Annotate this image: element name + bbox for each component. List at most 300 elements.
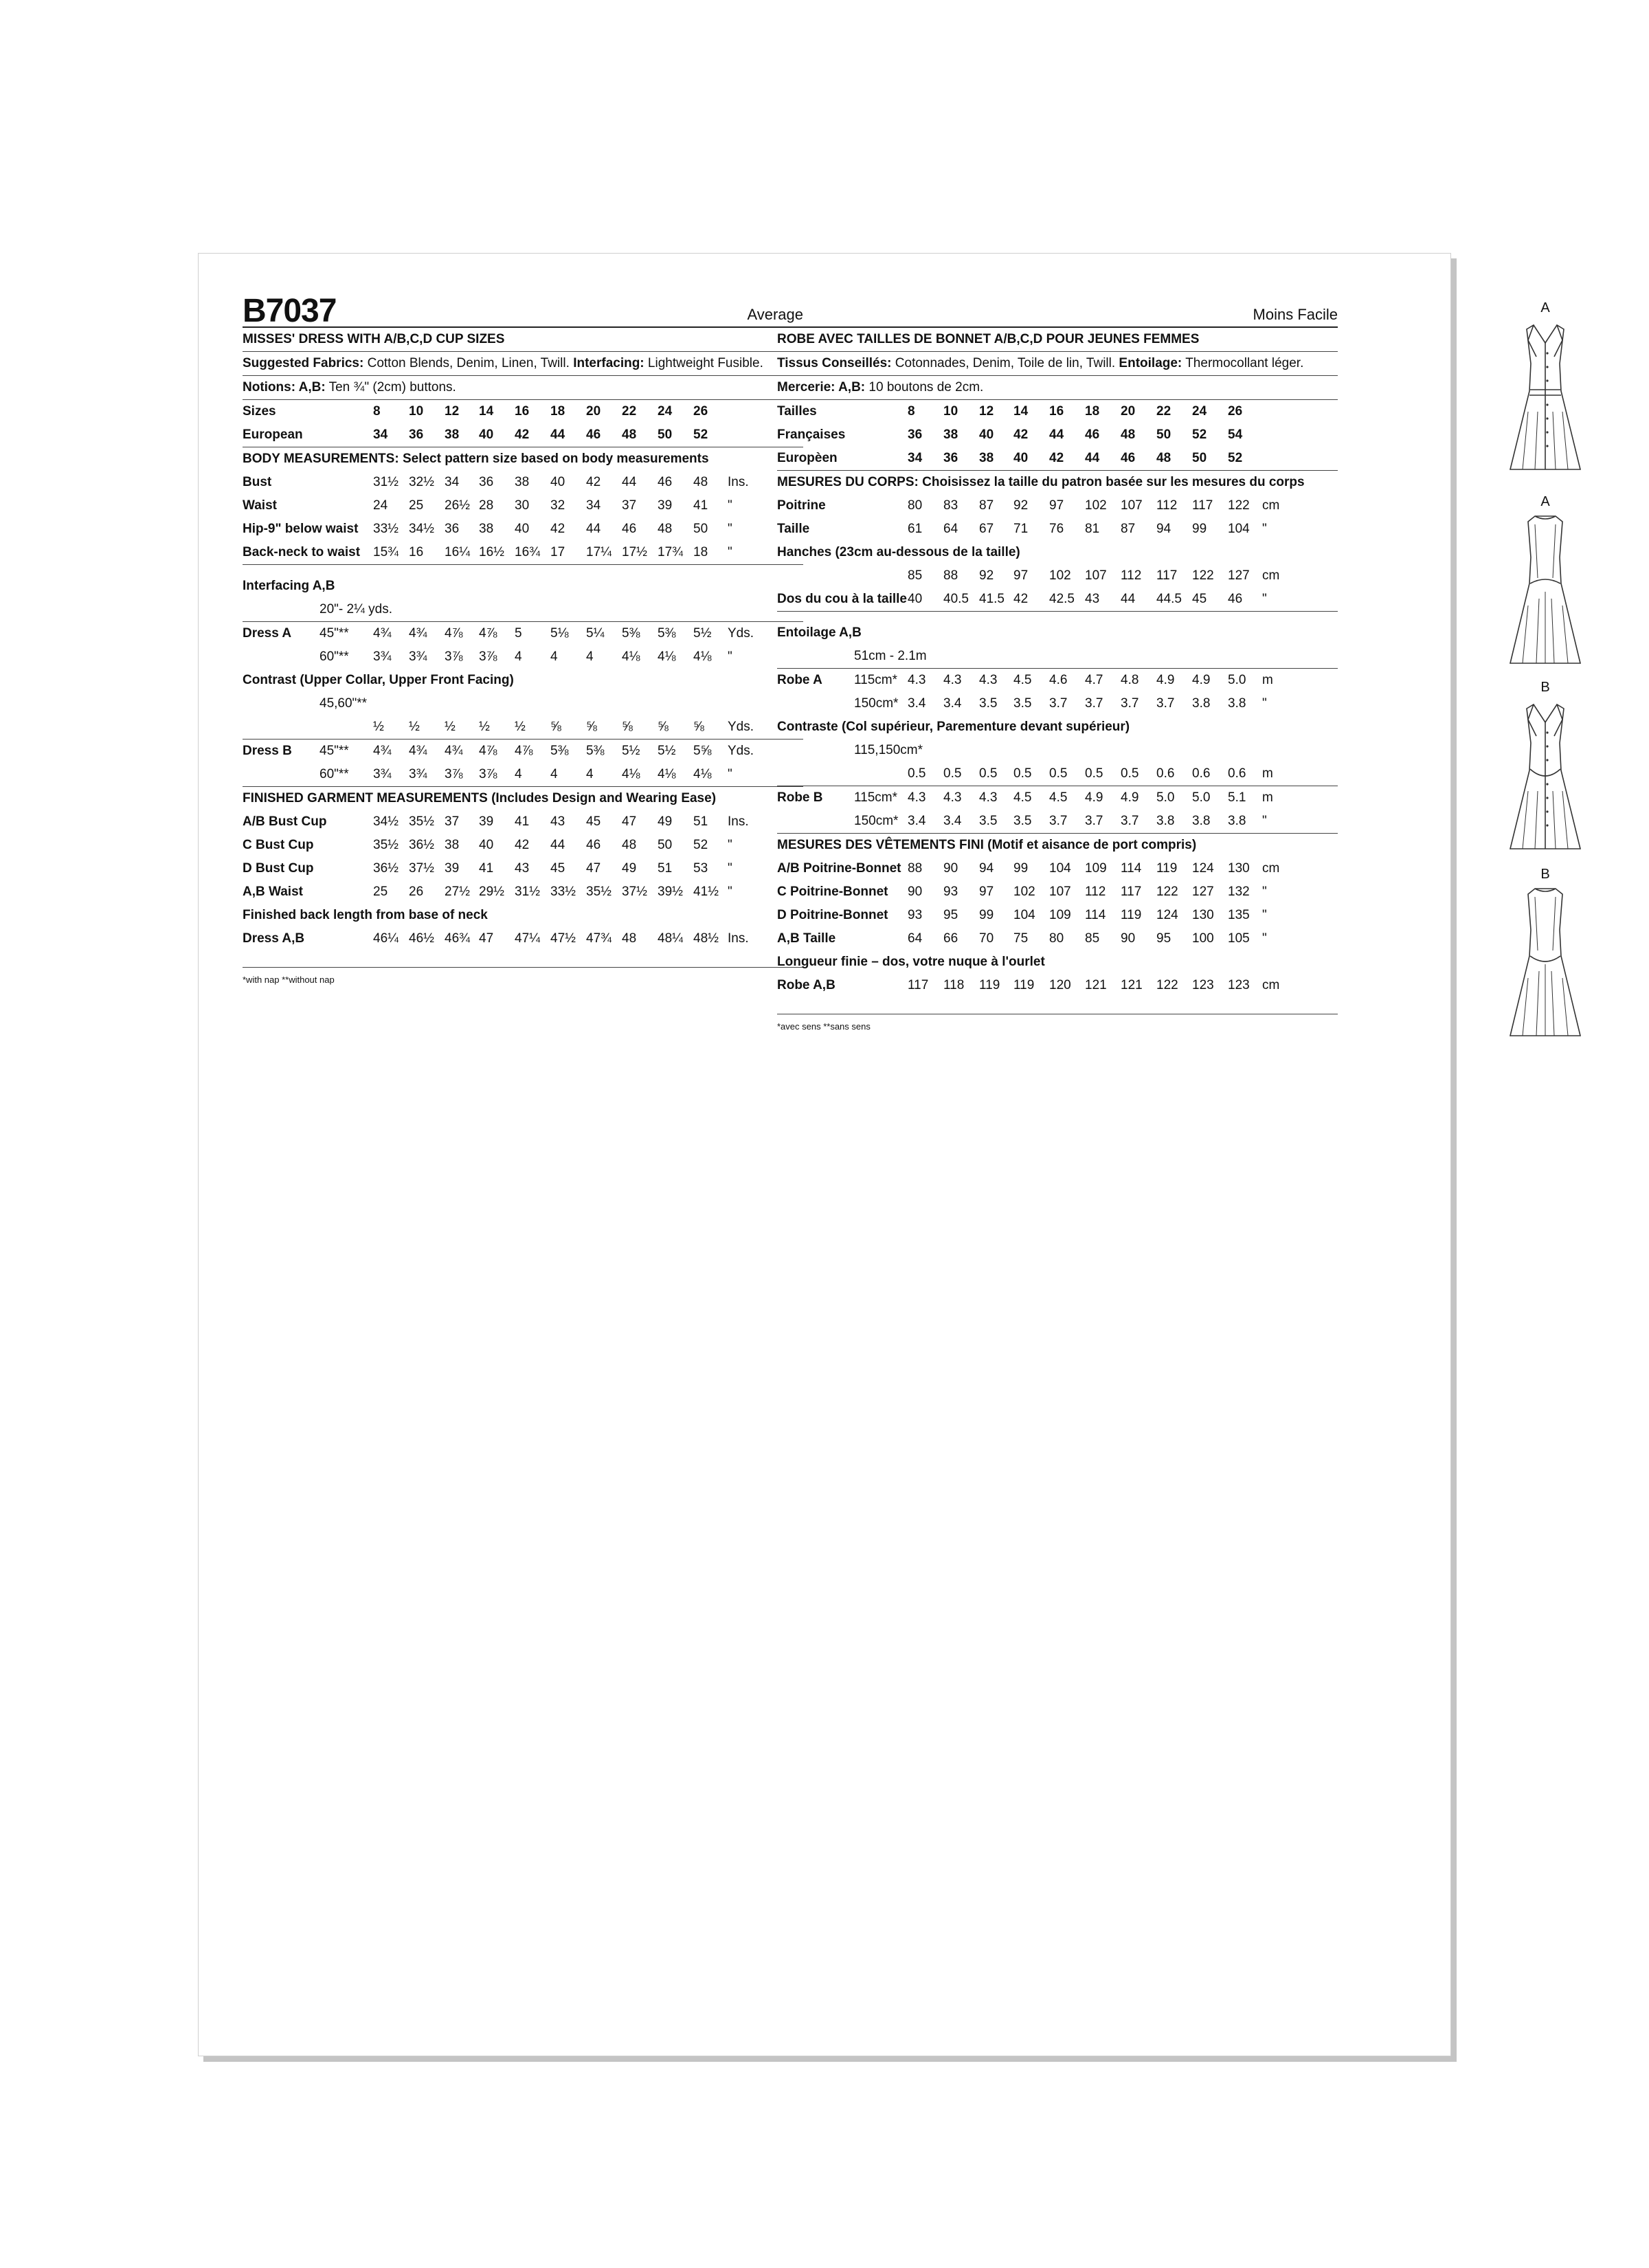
table-cell: 34½: [409, 522, 434, 536]
table-cell: 4¾: [409, 744, 427, 758]
table-cell: 41: [515, 814, 530, 829]
row-label: Waist: [243, 498, 277, 513]
table-row: [777, 447, 1338, 471]
table-cell: 30: [515, 498, 530, 513]
table-cell: ⅝: [622, 720, 633, 734]
table-cell: 52: [1228, 451, 1243, 465]
interfacing-label-fr: Entoilage:: [1119, 356, 1182, 370]
table-cell: 93: [943, 885, 958, 899]
table-cell: 3.7: [1121, 696, 1139, 711]
table-cell: 3.4: [943, 696, 962, 711]
table-cell: 8: [908, 404, 915, 419]
table-cell: 102: [1085, 498, 1107, 513]
table-cell: 37: [622, 498, 637, 513]
table-cell: 0.5: [1013, 766, 1032, 781]
unit-label: ": [1262, 814, 1267, 828]
table-cell: 4⅞: [515, 744, 533, 758]
table-cell: 25: [373, 885, 388, 899]
table-cell: 46½: [409, 931, 434, 946]
table-cell: 34: [373, 427, 388, 442]
table-cell: 42: [1013, 592, 1029, 606]
table-cell: 4⅞: [445, 626, 463, 641]
table-cell: 51: [693, 814, 708, 829]
contrast-heading-fr: Contraste (Col supérieur, Parementure devant supérieur): [777, 720, 1130, 734]
table-cell: 52: [693, 427, 708, 442]
table-cell: 42: [515, 838, 530, 852]
table-row: [777, 494, 1338, 518]
table-cell: 47: [479, 931, 494, 946]
unit-label: Ins.: [728, 475, 749, 489]
table-cell: 83: [943, 498, 958, 513]
table-cell: 4.7: [1085, 673, 1103, 687]
table-cell: 114: [1085, 908, 1106, 922]
table-cell: 0.5: [908, 766, 926, 781]
table-cell: 4.3: [979, 790, 998, 805]
row-sublabel: 115cm*: [854, 673, 898, 687]
table-cell: 44: [586, 522, 601, 536]
table-cell: 130: [1228, 861, 1250, 876]
table-cell: 80: [908, 498, 923, 513]
unit-label: ": [1262, 908, 1267, 922]
table-row: [243, 518, 803, 541]
table-row: [243, 423, 803, 447]
table-cell: 4⅛: [693, 767, 712, 781]
table-row: [777, 880, 1338, 904]
table-cell: 117: [1156, 568, 1178, 583]
table-cell: 41: [693, 498, 708, 513]
table-cell: 5⅜: [658, 626, 676, 641]
table-cell: 88: [908, 861, 923, 876]
table-row: [777, 786, 1338, 810]
table-cell: 4.3: [908, 673, 926, 687]
table-row: [777, 564, 1338, 588]
table-cell: 44.5: [1156, 592, 1182, 606]
table-cell: 80: [1049, 931, 1064, 946]
table-cell: 52: [693, 838, 708, 852]
table-cell: 3.7: [1156, 696, 1175, 711]
row-label: Robe A,B: [777, 978, 835, 992]
finished-measurements-table: [243, 810, 803, 904]
table-row: [243, 541, 803, 565]
table-cell: 39½: [658, 885, 683, 899]
table-cell: 127: [1228, 568, 1250, 583]
fabrics-text: Cotton Blends, Denim, Linen, Twill.: [367, 356, 570, 370]
table-row: [777, 423, 1338, 447]
view-letter: B: [1540, 680, 1550, 695]
unit-label: cm: [1262, 498, 1280, 513]
table-cell: 102: [1049, 568, 1071, 583]
table-cell: 3⅞: [479, 767, 497, 781]
table-cell: 104: [1228, 522, 1250, 536]
table-cell: 3.7: [1049, 814, 1068, 828]
table-cell: 122: [1192, 568, 1214, 583]
unit-label: ": [728, 545, 732, 559]
table-cell: 47: [586, 861, 601, 876]
table-cell: 0.5: [1049, 766, 1068, 781]
table-cell: 117: [908, 978, 929, 992]
view-a-front: [1504, 300, 1586, 478]
table-cell: 44: [622, 475, 637, 489]
table-cell: 4⅞: [479, 626, 497, 641]
table-cell: 92: [979, 568, 994, 583]
row-sublabel: 150cm*: [854, 814, 899, 828]
table-cell: 5½: [693, 626, 712, 641]
table-cell: 94: [979, 861, 994, 876]
table-cell: 31½: [373, 475, 399, 489]
row-label: Tailles: [777, 404, 817, 419]
table-row: [243, 400, 803, 423]
french-header: [777, 292, 1338, 328]
table-row: [243, 715, 803, 740]
table-cell: 43: [1085, 592, 1100, 606]
table-cell: 71: [1013, 522, 1029, 536]
table-cell: 87: [979, 498, 994, 513]
table-cell: 122: [1156, 885, 1178, 899]
unit-label: ": [728, 885, 732, 899]
table-cell: 54: [1228, 427, 1243, 442]
table-cell: 14: [1013, 404, 1029, 419]
table-cell: 127: [1192, 885, 1214, 899]
table-cell: 97: [1049, 498, 1064, 513]
unit-label: Yds.: [728, 744, 754, 758]
table-cell: 3.4: [908, 814, 926, 828]
table-cell: 3⅞: [445, 649, 463, 664]
table-cell: 38: [979, 451, 994, 465]
unit-label: ": [728, 861, 732, 876]
table-cell: 26½: [445, 498, 470, 513]
table-cell: 5⅜: [622, 626, 640, 641]
row-label: Dress A: [243, 626, 292, 641]
table-cell: 90: [943, 861, 958, 876]
table-cell: 3.8: [1192, 696, 1211, 711]
row-sublabel: 60"**: [319, 649, 349, 664]
table-cell: 40: [479, 427, 494, 442]
table-cell: 18: [1085, 404, 1100, 419]
table-cell: 85: [1085, 931, 1100, 946]
table-cell: 40.5: [943, 592, 969, 606]
table-cell: 37: [445, 814, 460, 829]
table-cell: 4: [550, 649, 558, 664]
table-cell: 4: [586, 767, 594, 781]
table-row: [777, 669, 1338, 692]
hips-heading-fr: Hanches (23cm au-dessous de la taille): [777, 545, 1020, 559]
row-label: Back-neck to waist: [243, 545, 361, 559]
table-cell: 0.5: [1121, 766, 1139, 781]
table-cell: 16¾: [515, 545, 540, 559]
body-measurements-heading-fr: MESURES DU CORPS: Choisissez la taille du patron basée sur les mesures du corps: [777, 475, 1305, 489]
row-label: A,B Taille: [777, 931, 836, 946]
dress-b-yardage-table: [243, 740, 803, 787]
table-cell: 14: [479, 404, 494, 419]
view-letter: B: [1540, 867, 1550, 882]
table-cell: 4⅞: [479, 744, 497, 758]
table-cell: 4.8: [1121, 673, 1139, 687]
pattern-envelope-back-sheet: [198, 253, 1550, 2056]
row-sublabel: 60"**: [319, 767, 349, 781]
table-cell: 4.5: [1013, 673, 1032, 687]
table-cell: ⅝: [586, 720, 597, 734]
table-cell: 4.6: [1049, 673, 1068, 687]
fabrics-line: [243, 352, 803, 376]
table-cell: ½: [409, 720, 420, 734]
table-cell: 47¾: [586, 931, 612, 946]
unit-label: Ins.: [728, 931, 749, 946]
back-length-row-fr: [777, 974, 1338, 997]
table-cell: 0.5: [979, 766, 998, 781]
table-cell: 119: [1121, 908, 1142, 922]
table-cell: 40: [979, 427, 994, 442]
notions-label: Notions: A,B:: [243, 380, 326, 394]
table-cell: 46¼: [373, 931, 399, 946]
table-cell: 100: [1192, 931, 1214, 946]
row-label: Françaises: [777, 427, 846, 442]
table-cell: 3.8: [1192, 814, 1211, 828]
table-cell: 36: [445, 522, 460, 536]
table-cell: 42: [515, 427, 530, 442]
table-cell: 24: [1192, 404, 1207, 419]
table-row: [243, 598, 803, 622]
table-row: [243, 880, 803, 904]
table-cell: 34: [586, 498, 601, 513]
table-row: [243, 927, 803, 950]
table-cell: 39: [658, 498, 673, 513]
table-cell: 67: [979, 522, 994, 536]
table-cell: 46: [586, 427, 601, 442]
table-cell: 99: [1013, 861, 1029, 876]
table-cell: 35½: [409, 814, 434, 829]
table-cell: 95: [1156, 931, 1171, 946]
notions-text: Ten ¾" (2cm) buttons.: [328, 380, 456, 394]
unit-label: ": [728, 767, 732, 781]
table-cell: 70: [979, 931, 994, 946]
table-cell: 4¾: [409, 626, 427, 641]
table-cell: 44: [1049, 427, 1064, 442]
table-cell: 41½: [693, 885, 719, 899]
contrast-width-line: [243, 692, 803, 715]
row-label: Dress A,B: [243, 931, 305, 946]
table-cell: 3.8: [1228, 814, 1246, 828]
table-row: [777, 904, 1338, 927]
table-cell: 40: [515, 522, 530, 536]
table-cell: 49: [658, 814, 673, 829]
row-sublabel: 150cm*: [854, 696, 899, 711]
table-cell: 50: [1156, 427, 1171, 442]
table-cell: 36: [943, 451, 958, 465]
table-cell: 123: [1192, 978, 1214, 992]
table-cell: 5⅛: [550, 626, 569, 641]
table-cell: 122: [1228, 498, 1250, 513]
table-cell: 119: [1156, 861, 1178, 876]
body-measurements-table: [243, 471, 803, 565]
table-cell: 3¾: [409, 649, 427, 664]
table-cell: 39: [479, 814, 494, 829]
contrast-yardage-row-fr: [777, 762, 1338, 786]
table-cell: 4.3: [943, 790, 962, 805]
table-cell: 3.7: [1121, 814, 1139, 828]
table-cell: 42.5: [1049, 592, 1075, 606]
table-cell: 36: [479, 475, 494, 489]
table-cell: 29½: [479, 885, 504, 899]
contrast-width: 45,60"**: [319, 696, 368, 711]
table-cell: 99: [1192, 522, 1207, 536]
table-cell: 5½: [658, 744, 676, 758]
table-cell: 47¼: [515, 931, 540, 946]
table-cell: ⅝: [550, 720, 561, 734]
table-cell: 48: [1121, 427, 1136, 442]
row-label: Taille: [777, 522, 810, 536]
row-sublabel: 45"**: [319, 744, 349, 758]
interfacing-heading: Interfacing A,B: [243, 579, 335, 593]
interfacing-label: Interfacing:: [573, 356, 644, 370]
table-cell: 42: [586, 475, 601, 489]
table-cell: 18: [693, 545, 708, 559]
table-cell: 3¾: [373, 649, 392, 664]
table-cell: 4⅛: [658, 649, 676, 664]
table-cell: 38: [445, 427, 460, 442]
notions-line: [243, 376, 803, 400]
fabrics-text-fr: Cotonnades, Denim, Toile de lin, Twill.: [895, 356, 1116, 370]
unit-label: m: [1262, 766, 1273, 781]
table-row: [777, 400, 1338, 423]
table-cell: 38: [445, 838, 460, 852]
table-cell: 20: [586, 404, 601, 419]
table-cell: 48¼: [658, 931, 683, 946]
hips-row-fr: [777, 564, 1338, 588]
table-cell: 24: [658, 404, 673, 419]
table-cell: 39: [445, 861, 460, 876]
table-cell: 5.0: [1156, 790, 1175, 805]
table-cell: 40: [1013, 451, 1029, 465]
table-cell: 105: [1228, 931, 1250, 946]
table-cell: 28: [479, 498, 494, 513]
table-cell: 44: [1121, 592, 1136, 606]
french-column: [777, 292, 1338, 1032]
table-cell: 5⅜: [550, 744, 569, 758]
pattern-title: MISSES' DRESS WITH A/B,C,D CUP SIZES: [243, 328, 803, 352]
table-cell: 36½: [373, 861, 399, 876]
row-label: C Poitrine-Bonnet: [777, 885, 888, 899]
table-cell: 0.5: [943, 766, 962, 781]
table-cell: 0.6: [1192, 766, 1211, 781]
row-label: Sizes: [243, 404, 276, 419]
table-cell: 112: [1085, 885, 1106, 899]
table-cell: 46: [1228, 592, 1243, 606]
table-cell: 4: [515, 767, 522, 781]
table-cell: 48½: [693, 931, 719, 946]
finished-measurements-heading-fr: MESURES DES VÊTEMENTS FINI (Motif et aisance de port compris): [777, 838, 1197, 852]
table-cell: 46: [658, 475, 673, 489]
back-length-heading: Finished back length from base of neck: [243, 908, 488, 922]
pattern-number: B7037: [243, 293, 337, 329]
row-label: Robe A: [777, 673, 822, 687]
table-cell: 3.4: [908, 696, 926, 711]
table-cell: 4.9: [1192, 673, 1211, 687]
table-cell: 32: [550, 498, 565, 513]
table-cell: ½: [445, 720, 456, 734]
table-cell: 17¾: [658, 545, 683, 559]
table-cell: 5¼: [586, 626, 605, 641]
table-cell: 50: [658, 427, 673, 442]
table-cell: 4⅛: [693, 649, 712, 664]
table-cell: 16: [409, 545, 424, 559]
table-cell: 43: [550, 814, 565, 829]
row-label: Dress B: [243, 744, 292, 758]
table-row: [243, 740, 803, 763]
unit-label: ": [1262, 696, 1267, 711]
table-cell: 51: [658, 861, 673, 876]
unit-label: cm: [1262, 861, 1280, 876]
table-row: [777, 857, 1338, 880]
fabrics-label: Suggested Fabrics:: [243, 356, 364, 370]
table-cell: 0.5: [1085, 766, 1103, 781]
row-label: A,B Waist: [243, 885, 303, 899]
table-cell: 17½: [622, 545, 647, 559]
table-cell: 104: [1049, 861, 1071, 876]
unit-label: ": [1262, 931, 1267, 946]
table-cell: 107: [1121, 498, 1143, 513]
unit-label: Ins.: [728, 814, 749, 829]
table-row: [777, 927, 1338, 950]
table-cell: 90: [1121, 931, 1136, 946]
finished-measurements-table-fr: [777, 857, 1338, 950]
table-cell: 3.5: [1013, 696, 1032, 711]
table-row: [777, 645, 1338, 669]
table-cell: 45: [1192, 592, 1207, 606]
back-length-heading-fr: Longueur finie – dos, votre nuque à l'ourlet: [777, 955, 1045, 969]
body-measurements-heading: BODY MEASUREMENTS: Select pattern size based on body measurements: [243, 452, 709, 466]
footnote-fr: *avec sens **sans sens: [777, 1021, 871, 1032]
row-label: European: [243, 427, 303, 442]
table-cell: 46: [622, 522, 637, 536]
table-cell: 37½: [409, 861, 434, 876]
row-label: Europèen: [777, 451, 838, 465]
row-label: D Poitrine-Bonnet: [777, 908, 888, 922]
table-cell: 124: [1156, 908, 1178, 922]
table-row: [243, 763, 803, 787]
table-cell: 42: [1049, 451, 1064, 465]
table-cell: 34: [445, 475, 460, 489]
difficulty-level: Average: [747, 306, 803, 323]
table-cell: 132: [1228, 885, 1250, 899]
dress-front-view-icon: [1507, 315, 1583, 475]
contrast-heading: Contrast (Upper Collar, Upper Front Facing): [243, 673, 514, 687]
table-cell: 20: [1121, 404, 1136, 419]
table-cell: 64: [943, 522, 958, 536]
table-cell: 109: [1085, 861, 1107, 876]
table-cell: 122: [1156, 978, 1178, 992]
unit-label: ": [1262, 885, 1267, 899]
interfacing-heading-fr: Entoilage A,B: [777, 625, 862, 640]
table-cell: 47: [622, 814, 637, 829]
table-cell: 3⅞: [445, 767, 463, 781]
pattern-title-fr: ROBE AVEC TAILLES DE BONNET A/B,C,D POUR JEUNES FEMMES: [777, 328, 1338, 352]
unit-label: Yds.: [728, 626, 754, 641]
robe-a-yardage-table: [777, 669, 1338, 715]
table-cell: ⅝: [693, 720, 704, 734]
table-cell: 3.5: [979, 814, 998, 828]
table-cell: 17¼: [586, 545, 612, 559]
robe-b-yardage-table: [777, 786, 1338, 834]
view-b-back: [1504, 867, 1586, 1045]
table-cell: 48: [622, 427, 637, 442]
unit-label: ": [728, 838, 732, 852]
dress-back-view-icon: [1507, 882, 1583, 1041]
row-sublabel: 45"**: [319, 626, 349, 641]
table-cell: 40: [550, 475, 565, 489]
table-cell: 4.5: [1049, 790, 1068, 805]
table-cell: 12: [979, 404, 994, 419]
table-cell: 4.3: [908, 790, 926, 805]
